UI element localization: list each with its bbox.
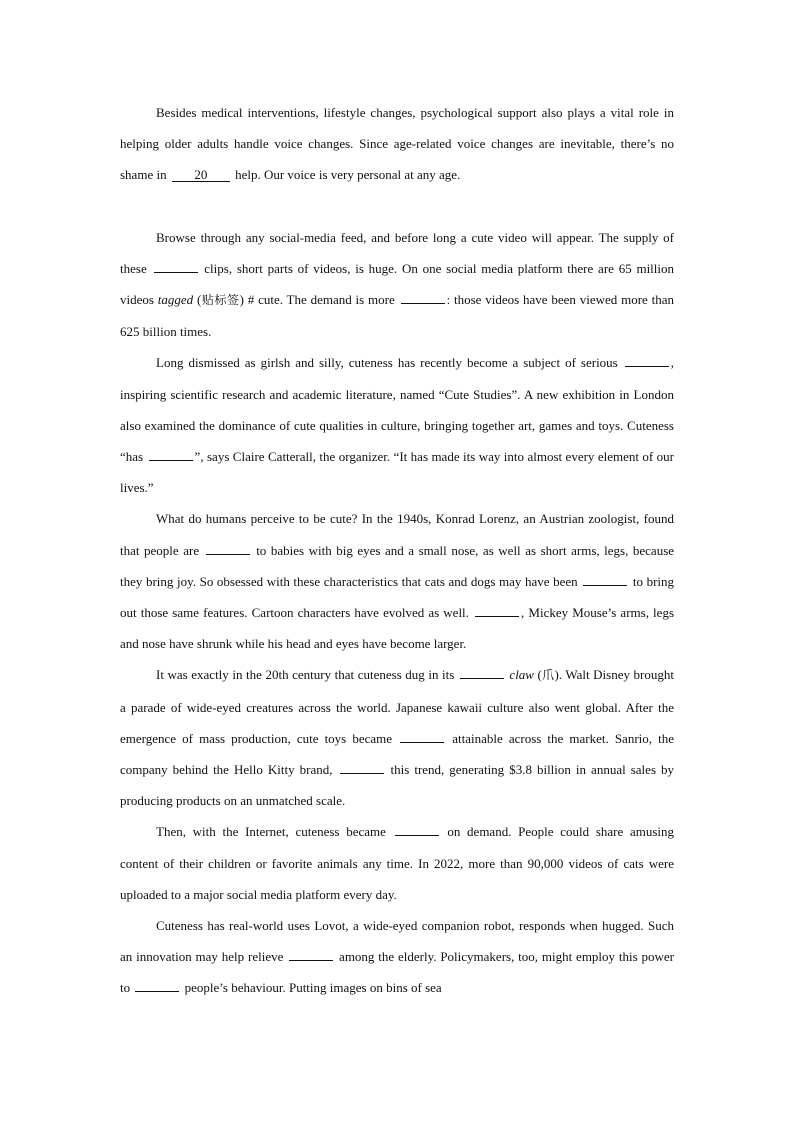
- text: ) # cute. The demand is more: [239, 292, 395, 308]
- blank[interactable]: [400, 730, 444, 743]
- paragraph-perceive-cute: [120, 503, 674, 659]
- blank[interactable]: [401, 291, 445, 304]
- text: this trend, generating $3.8 billion in annual sales by producing products on an unmatched scale.: [120, 762, 675, 809]
- text: on demand. People could share amusing content of their children or favorite animals any time. In 2022, more than 90,000 videos of cats were uploaded to a major social media platform every day.: [120, 824, 675, 902]
- text: to babies with big eyes and a small nose, as well as short arms, legs, because they bring joy. So obsessed with these characteristics that cats and dogs may have been: [120, 542, 675, 589]
- paragraph-voice-support: [120, 97, 674, 191]
- blank[interactable]: [475, 604, 519, 617]
- text: ”, says Claire Catterall, the organizer. “It has made its way into almost every element of our lives.”: [120, 449, 675, 496]
- text: among the elderly. Policymakers, too, might employ this power to: [120, 949, 674, 996]
- document-page: [120, 97, 674, 1004]
- text: to bring out those same features. Cartoon characters have evolved as well.: [120, 573, 675, 621]
- blank[interactable]: [206, 542, 250, 555]
- paragraph-internet: [120, 816, 674, 910]
- paragraph-browse: [120, 222, 674, 348]
- text: (: [193, 292, 202, 308]
- text: : those videos have been viewed more than 625 billion times.: [120, 292, 674, 340]
- gloss-chinese: 贴标签: [201, 293, 240, 308]
- italic-word: claw: [509, 667, 534, 683]
- text: people’s behaviour. Putting images on bins of sea: [184, 980, 442, 996]
- text: , Mickey Mouse’s arms, legs and nose have shrunk while his head and eyes have become larger.: [120, 605, 674, 652]
- italic-word: tagged: [157, 292, 194, 308]
- text: It was exactly in the 20th century that cuteness dug in its: [156, 667, 455, 683]
- paragraph-20th-century: [120, 659, 674, 816]
- paragraph-cute-studies: [120, 347, 674, 503]
- blank[interactable]: [395, 823, 439, 836]
- gloss-chinese: 爪: [541, 668, 555, 683]
- blank[interactable]: [460, 666, 504, 679]
- blank[interactable]: [625, 354, 669, 367]
- text: Cuteness has real-world uses Lovot, a wide-eyed companion robot, responds when hugged. Such an innovation may help relieve: [120, 918, 674, 965]
- text: What do humans perceive to be cute? In the 1940s, Konrad Lorenz, an Austrian zoologist, found that people are: [120, 511, 674, 558]
- text: clips, short parts of videos, is huge. On one social media platform there are 65 million videos: [120, 260, 675, 308]
- text: attainable across the market. Sanrio, the company behind the Hello Kitty brand,: [120, 730, 674, 778]
- blank[interactable]: [583, 573, 627, 586]
- text: , inspiring scientific research and academic literature, named “Cute Studies”. A new exhibition in London also examined the dominance of cute qualities in culture, bringing together art, games and toys. Cuteness “has: [120, 355, 675, 465]
- blank[interactable]: [289, 948, 333, 961]
- paragraph-real-world-uses: [120, 910, 674, 1004]
- blank[interactable]: [149, 448, 193, 461]
- blank-20[interactable]: 20: [172, 169, 230, 182]
- text: Long dismissed as girlsh and silly, cuteness has recently become a subject of serious: [156, 355, 618, 371]
- blank[interactable]: [340, 761, 384, 774]
- text: (: [533, 667, 542, 683]
- text: ). Walt Disney brought a parade of wide-eyed creatures across the world. Japanese kawaii culture also went global. After the emergence of mass production, cute toys became: [120, 667, 674, 746]
- text: Then, with the Internet, cuteness became: [156, 824, 386, 840]
- blank[interactable]: [135, 979, 179, 992]
- text: Besides medical interventions, lifestyle changes, psychological support also plays a vital role in helping older adults handle voice changes. Since age-related voice changes are inevitable, there’s no shame in: [120, 105, 674, 183]
- text: help. Our voice is very personal at any age.: [235, 167, 461, 183]
- blank[interactable]: [154, 260, 198, 273]
- text: Browse through any social-media feed, and before long a cute video will appear. The supply of these: [120, 229, 674, 276]
